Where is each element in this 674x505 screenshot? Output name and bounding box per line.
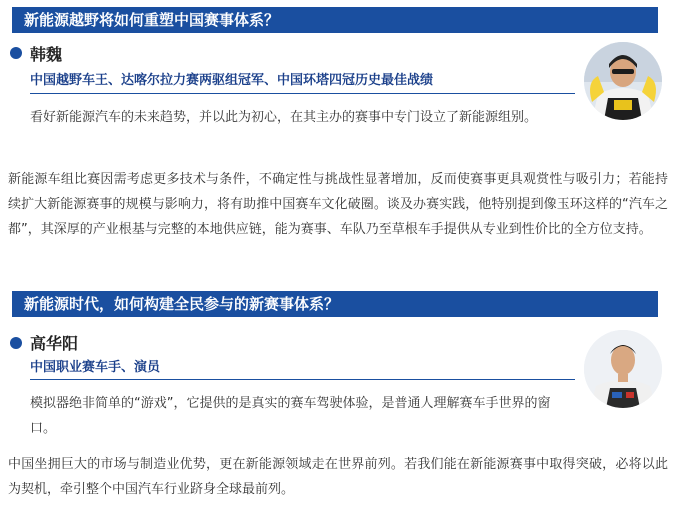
person2-name: 高华阳 xyxy=(30,334,79,353)
bullet-icon xyxy=(10,337,22,349)
avatar-person1 xyxy=(584,42,662,120)
racer-portrait-helmet-icon xyxy=(584,42,662,120)
racer-portrait-suit-icon xyxy=(584,330,662,408)
section2-paragraph: 中国坐拥巨大的市场与制造业优势，更在新能源领域走在世界前列。若我们能在新能源赛事中取得突破，必将以此为契机，牵引整个中国汽车行业跻身全球最前列。 xyxy=(8,457,668,497)
section1-heading: 新能源越野将如何重塑中国赛事体系？ xyxy=(12,7,658,33)
bullet-icon xyxy=(10,47,22,59)
person1-name: 韩魏 xyxy=(30,45,63,64)
person2-quote: 模拟器绝非简单的“游戏”，它提供的是真实的赛车驾驶体验，是普通人理解赛车手世界的窗口。 xyxy=(30,396,551,436)
person1-quote: 看好新能源汽车的未来趋势，并以此为初心，在其主办的赛事中专门设立了新能源组别。 xyxy=(30,110,538,125)
person1-title: 中国越野车王、达喀尔拉力赛两驱组冠军、中国环塔四冠历史最佳战绩 xyxy=(30,73,434,88)
avatar-person2 xyxy=(584,330,662,408)
person2-divider xyxy=(30,379,575,380)
person1-divider xyxy=(30,93,575,94)
person2-title: 中国职业赛车手、演员 xyxy=(30,360,161,375)
section2-heading: 新能源时代，如何构建全民参与的新赛事体系？ xyxy=(12,291,658,317)
section1-paragraph: 新能源车组比赛因需考虑更多技术与条件，不确定性与挑战性显著增加，反而使赛事更具观赏性与吸引力；若能持续扩大新能源赛事的规模与影响力，将有助推中国赛车文化破圈。谈及办赛实践，他特别提到像玉环这样的“汽车之都”，其深厚的产业根基与完整的本地供应链，能为赛事、车队乃至草根车手提供从专业到性价比的全方位支持。 xyxy=(8,172,668,237)
